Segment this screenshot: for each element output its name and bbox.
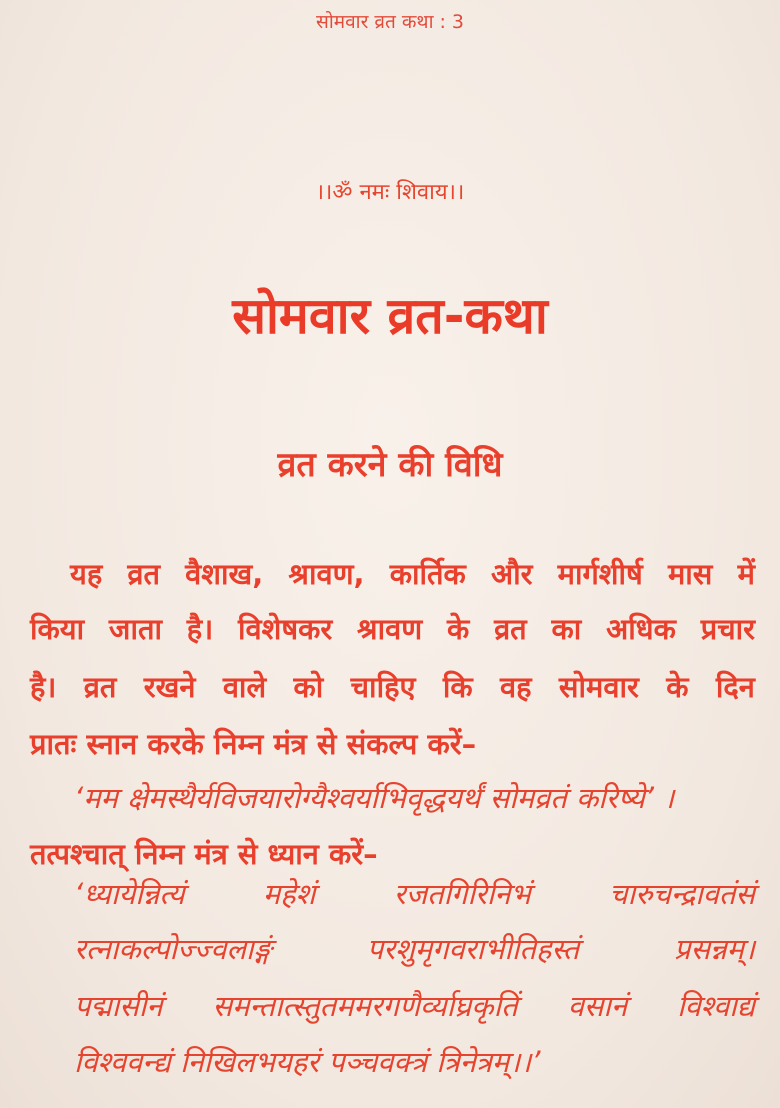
word: पद्मासीनं bbox=[74, 989, 163, 1023]
word: रखने bbox=[143, 670, 196, 704]
word: व्रत bbox=[494, 612, 527, 646]
word: को bbox=[293, 670, 324, 704]
word: कार्तिक bbox=[389, 557, 466, 591]
dhyan-mantra-line-3 bbox=[74, 989, 755, 1023]
word: के bbox=[666, 670, 689, 704]
word: सोमवार bbox=[558, 670, 639, 704]
dhyan-mantra-line-4: विश्ववन्द्यं निखिलभयहरं पञ्चवक्त्रं त्रिनेत्रम्।।’ bbox=[74, 1045, 541, 1079]
paragraph-line-3 bbox=[30, 670, 755, 704]
paragraph-line-4: प्रातः स्नान करके निम्न मंत्र से संकल्प करें– bbox=[30, 727, 477, 761]
word: जाता bbox=[108, 612, 162, 646]
word: यह bbox=[70, 557, 103, 591]
word: चाहिए bbox=[350, 670, 416, 704]
section-heading: व्रत करने की विधि bbox=[277, 445, 503, 485]
word: परशुमृगवराभीतिहस्तं bbox=[366, 932, 580, 966]
running-title: सोमवार व्रत कथा bbox=[315, 11, 434, 33]
page-number: 3 bbox=[451, 11, 464, 33]
header-separator: : bbox=[439, 11, 446, 33]
word: वाले bbox=[222, 670, 267, 704]
word: मार्गशीर्ष bbox=[557, 557, 643, 591]
word: वह bbox=[500, 670, 532, 704]
paragraph-line-1 bbox=[70, 557, 755, 591]
word: वैशाख, bbox=[185, 557, 264, 591]
word: का bbox=[551, 612, 582, 646]
dhyan-mantra-line-2 bbox=[74, 932, 755, 966]
page-title: सोमवार व्रत-कथा bbox=[232, 287, 548, 345]
sankalpa-mantra: ‘मम क्षेमस्थैर्यविजयारोग्यैश्वर्याभिवृद्धयर्थं सोमव्रतं करिष्ये’ । bbox=[74, 781, 675, 815]
word: विशेषकर bbox=[237, 612, 333, 646]
word: श्रावण bbox=[357, 612, 423, 646]
word: रत्नाकल्पोज्ज्वलाङ्गं bbox=[74, 932, 272, 966]
word: दिन bbox=[715, 670, 755, 704]
word: समन्तात्स्तुतममरगणैर्व्याघ्रकृतिं bbox=[212, 989, 518, 1023]
word: प्रसन्नम्। bbox=[674, 932, 755, 966]
word: कि bbox=[442, 670, 473, 704]
paragraph-line-2 bbox=[30, 612, 755, 646]
word: प्रचार bbox=[700, 612, 755, 646]
word: महेशं bbox=[262, 877, 316, 911]
word: है। bbox=[186, 612, 214, 646]
word: है। bbox=[30, 670, 57, 704]
word: व्रत bbox=[127, 557, 161, 591]
word: में bbox=[737, 557, 755, 591]
word: व्रत bbox=[83, 670, 117, 704]
word: विश्वाद्यं bbox=[677, 989, 755, 1023]
word: ‘ध्यायेन्नित्यं bbox=[74, 877, 185, 911]
word: और bbox=[490, 557, 533, 591]
word: रजतगिरिनिभं bbox=[393, 877, 531, 911]
word: अधिक bbox=[606, 612, 676, 646]
invocation-line: ।।ॐ नमः शिवाय।। bbox=[315, 180, 465, 205]
dhyan-intro: तत्पश्चात् निम्न मंत्र से ध्यान करें– bbox=[30, 837, 378, 871]
word: किया bbox=[30, 612, 85, 646]
word: मास bbox=[667, 557, 713, 591]
running-header bbox=[0, 8, 780, 34]
word: के bbox=[446, 612, 470, 646]
word: श्रावण, bbox=[288, 557, 365, 591]
word: चारुचन्द्रावतंसं bbox=[609, 877, 755, 911]
word: वसानं bbox=[567, 989, 628, 1023]
dhyan-mantra-line-1 bbox=[74, 877, 755, 911]
